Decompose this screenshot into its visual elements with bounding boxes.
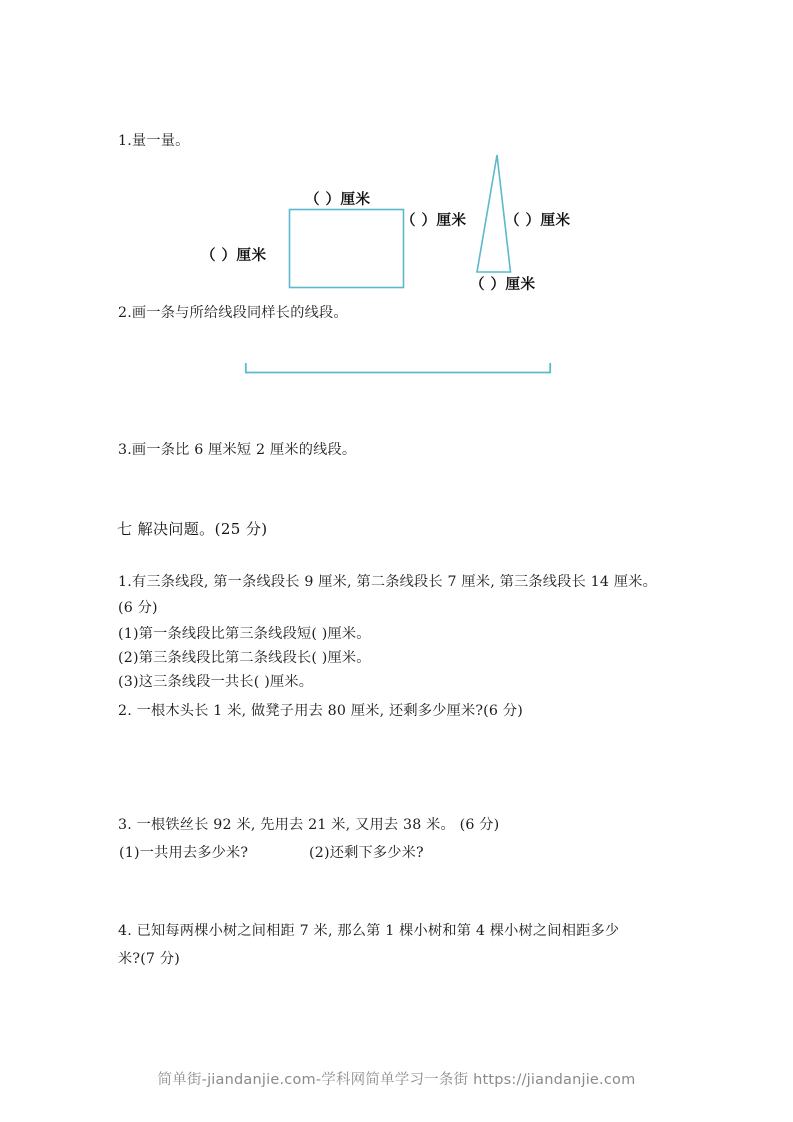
problem1-sub3: (3)这三条线段一共长( )厘米。 — [118, 674, 314, 690]
problem1-sub2: (2)第三条线段比第二条线段长( )厘米。 — [118, 650, 371, 666]
section7-heading: 七 解决问题。(25 分) — [117, 520, 268, 538]
problem1-sub1: (1)第一条线段比第三条线段短( )厘米。 — [118, 626, 371, 642]
rect-left-blank-label: （ ）厘米 — [201, 247, 267, 264]
problem4-line2: 米?(7 分) — [118, 951, 180, 967]
rectangle-figure — [290, 210, 404, 288]
problem1-line1: 1.有三条线段, 第一条线段长 9 厘米, 第二条线段长 7 厘米, 第三条线段长 14 厘米。 — [118, 574, 657, 590]
problem4-line1: 4. 已知每两棵小树之间相距 7 米, 那么第 1 棵小树和第 4 棵小树之间相距多少 — [118, 923, 620, 939]
rect-top-blank-label: （ ）厘米 — [305, 191, 371, 208]
problem2-line1: 2. 一根木头长 1 米, 做凳子用去 80 厘米, 还剩多少厘米?(6 分) — [118, 703, 523, 719]
item2-prompt: 2.画一条与所给线段同样长的线段。 — [118, 305, 348, 321]
line-segment-figure — [245, 363, 551, 373]
problem3-line1: 3. 一根铁丝长 92 米, 先用去 21 米, 又用去 38 米。 (6 分) — [118, 817, 500, 833]
triangle-side-blank-label: （ ）厘米 — [505, 212, 571, 229]
footer-watermark: 简单街-jiandanjie.com-学科网简单学习一条街 https://jiandanjie.com — [157, 1072, 636, 1088]
item3-prompt: 3.画一条比 6 厘米短 2 厘米的线段。 — [118, 442, 357, 458]
item1-prompt: 1.量一量。 — [118, 133, 190, 149]
triangle-bottom-blank-label: （ ）厘米 — [470, 276, 536, 293]
rect-right-blank-label: （ ）厘米 — [401, 212, 467, 229]
problem1-line2: (6 分) — [118, 600, 158, 616]
problem3-sub2: (2)还剩下多少米? — [309, 845, 424, 861]
problem3-sub1: (1)一共用去多少米? — [119, 845, 249, 861]
